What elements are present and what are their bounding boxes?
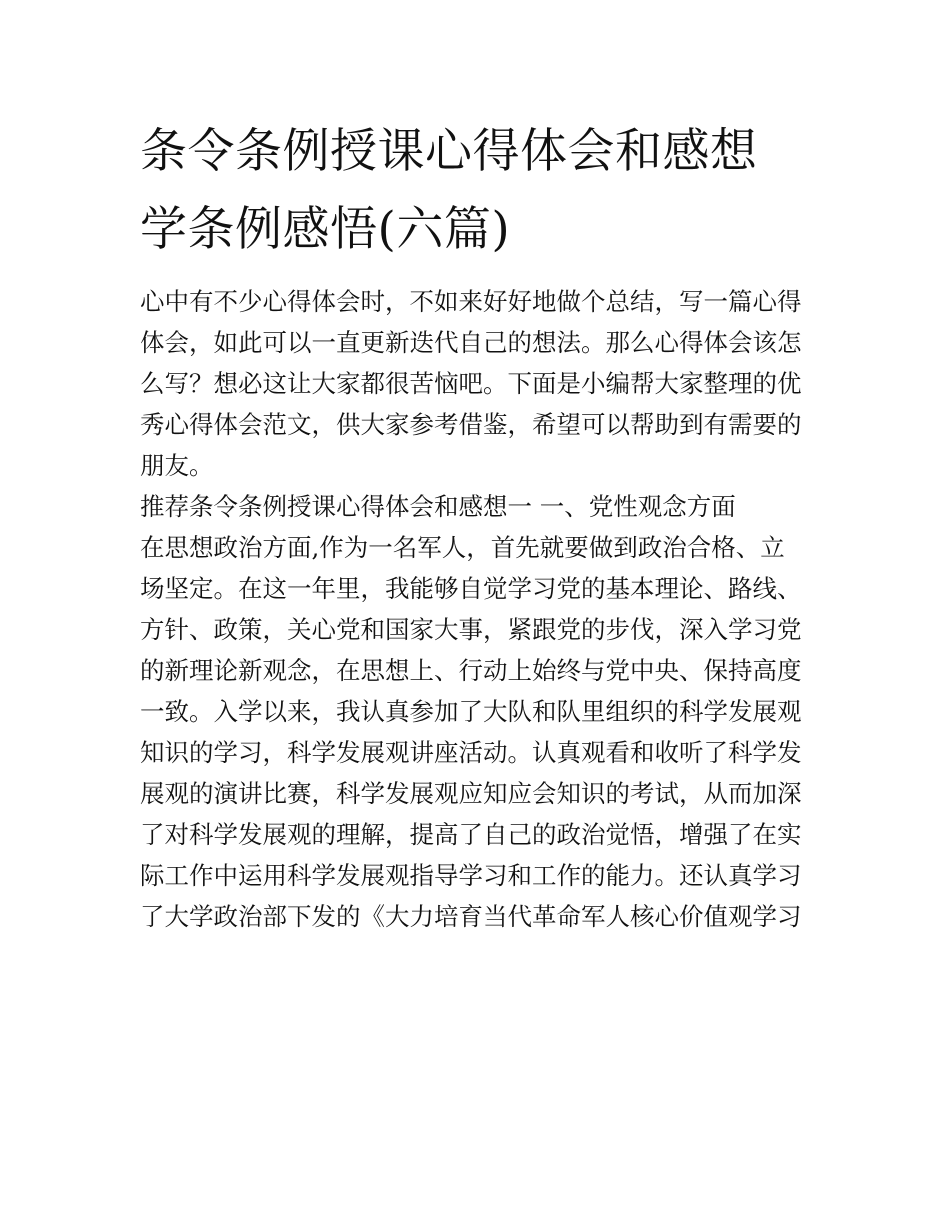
intro-line-4: 秀心得体会范文，供大家参考借鉴，希望可以帮助到有需要的: [140, 410, 802, 439]
document-title: [140, 113, 820, 269]
intro-line-5: 朋友。: [140, 451, 214, 480]
intro-paragraph: [140, 281, 820, 486]
section-line-2: 场坚定。在这一年里，我能够自觉学习党的基本理论、路线、: [140, 574, 802, 603]
section-line-3: 方针、政策，关心党和国家大事，紧跟党的步伐，深入学习党: [140, 615, 802, 644]
title-line-1: 条令条例授课心得体会和感想: [140, 124, 758, 179]
section-line-8: 了对科学发展观的理解，提高了自己的政治觉悟，增强了在实: [140, 820, 802, 849]
section-line-4: 的新理论新观念，在思想上、行动上始终与党中央、保持高度: [140, 656, 802, 685]
intro-line-1: 心中有不少心得体会时，不如来好好地做个总结，写一篇心得: [140, 287, 802, 316]
section-line-6: 知识的学习，科学发展观讲座活动。认真观看和收听了科学发: [140, 738, 802, 767]
section-paragraph: [140, 527, 820, 937]
section-line-1: 在思想政治方面,作为一名军人，首先就要做到政治合格、立: [140, 533, 785, 562]
section-line-10: 了大学政治部下发的《大力培育当代革命军人核心价值观学习: [140, 902, 802, 931]
intro-line-2: 体会，如此可以一直更新迭代自己的想法。那么心得体会该怎: [140, 328, 802, 357]
section-line-5: 一致。入学以来，我认真参加了大队和队里组织的科学发展观: [140, 697, 802, 726]
document-body: [140, 281, 820, 937]
section-heading: 推荐条令条例授课心得体会和感想一 一、党性观念方面: [140, 492, 736, 521]
intro-line-3: 么写？想必这让大家都很苦恼吧。下面是小编帮大家整理的优: [140, 369, 802, 398]
title-line-2: 学条例感悟(六篇): [140, 202, 511, 257]
section-line-7: 展观的演讲比赛，科学发展观应知应会知识的考试，从而加深: [140, 779, 802, 808]
section-line-9: 际工作中运用科学发展观指导学习和工作的能力。还认真学习: [140, 861, 802, 890]
